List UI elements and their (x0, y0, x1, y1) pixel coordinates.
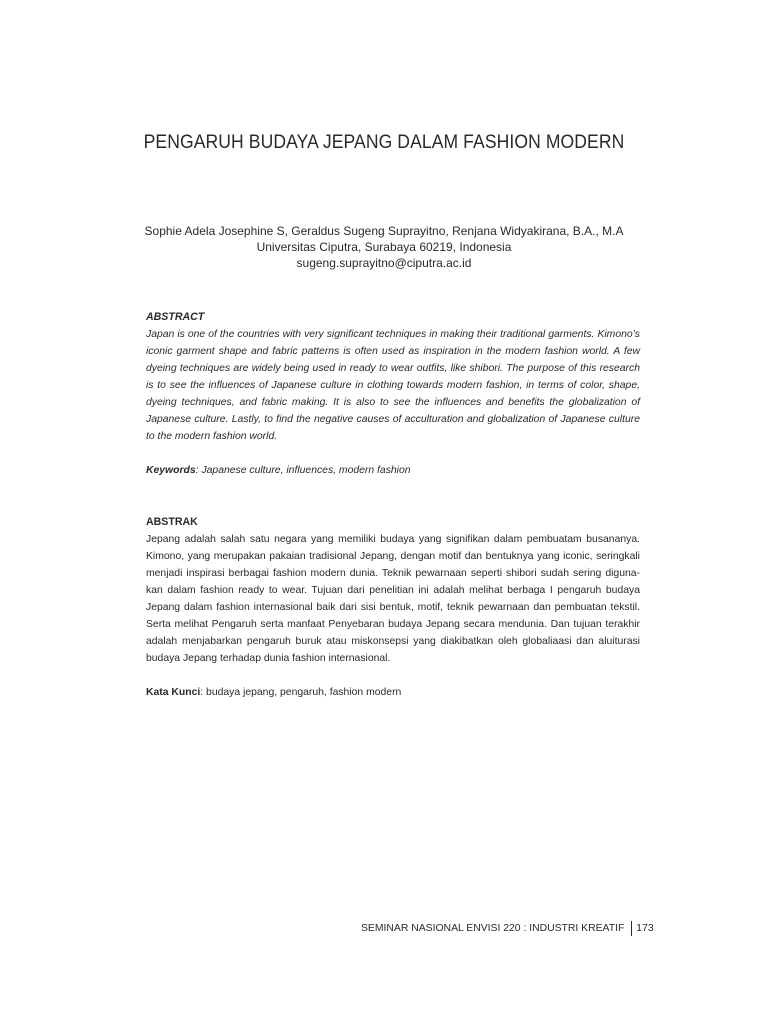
abstrak-section (146, 514, 640, 667)
page-footer (361, 921, 654, 936)
abstract-body (146, 326, 640, 445)
abstrak-line: Jepang adalah salah satu negara yang memiliki budaya yang signifikan dalam pembuatam busananya. (146, 534, 640, 545)
abstrak-line: kan dalam fashion ready to wear. Tujuan dari penelitian ini adalah melihat berbaga I pengaruh budaya (146, 585, 640, 596)
keywords-label: Keywords (146, 465, 196, 476)
kata-kunci-text: : budaya jepang, pengaruh, fashion modern (200, 687, 402, 698)
abstract-section (146, 309, 640, 445)
abstrak-line: Jepang dalam fashion internasional baik dari sisi bentuk, motif, teknik pewarnaan dan pembuatan tekstil. (146, 602, 640, 613)
abstract-line: Japan is one of the countries with very significant techniques in making their traditional garments. Kimono’s (146, 329, 640, 340)
abstrak-body (146, 531, 640, 667)
paper-title: PENGARUH BUDAYA JEPANG DALAM FASHION MODERN (143, 131, 625, 153)
footer-text: SEMINAR NASIONAL ENVISI 220 : INDUSTRI KREATIF (361, 923, 625, 934)
page-number: 173 (636, 923, 654, 934)
abstract-line: Japanese culture. Lastly, to find the negative causes of acculturation and globalization of Japanese culture (146, 414, 640, 425)
abstract-line: iconic garment shape and fabric patterns is often used as inspiration in the modern fashion world. A few (146, 346, 640, 357)
kata-kunci-label: Kata Kunci (146, 687, 201, 698)
abstract-line: to the modern fashion world. (146, 431, 278, 442)
author-block (0, 223, 768, 271)
abstrak-line: Serta melihat Pengaruh serta manfaat Penyebaran budaya Jepang secara mendunia. Dan tujuan terakhir (146, 619, 640, 630)
abstract-line: dyeing techniques are widely being used in ready to wear outfits, like shibori. The purpose of this research (146, 363, 640, 374)
abstrak-line: adalah menjabarkan pengaruh buruk atau miskonsepsi yang diakibatkan oleh globaliaasi dan aluiturasi (146, 636, 640, 647)
abstract-heading: ABSTRACT (146, 311, 205, 323)
abstract-line: dyeing techniques, and fabric making. It is also to see the influences and benefits the globalization of (146, 397, 640, 408)
keywords-line (146, 462, 640, 479)
abstract-line: is to see the influences of Japanese culture in clothing towards modern fashion, in terms of color, shape, (146, 380, 640, 391)
abstrak-line: menjadi inspirasi berbagai fashion modern dunia. Teknik pewarnaan seperti shibori sudah sering diguna- (146, 568, 640, 579)
kata-kunci-line (146, 684, 640, 701)
abstrak-heading: ABSTRAK (146, 516, 198, 528)
keywords-text: : Japanese culture, influences, modern fashion (195, 465, 411, 476)
author-affiliation: Universitas Ciputra, Surabaya 60219, Indonesia (256, 240, 512, 254)
author-names: Sophie Adela Josephine S, Geraldus Sugeng Suprayitno, Renjana Widyakirana, B.A., M.A (144, 224, 624, 238)
abstrak-line: budaya Jepang terhadap dunia fashion internasional. (146, 653, 391, 664)
abstrak-line: Kimono, yang merupakan pakaian tradisional Jepang, dengan motif dan bentuknya yang iconic, seringkali (146, 551, 640, 562)
footer-divider (631, 921, 632, 936)
author-email: sugeng.suprayitno@ciputra.ac.id (296, 256, 472, 270)
